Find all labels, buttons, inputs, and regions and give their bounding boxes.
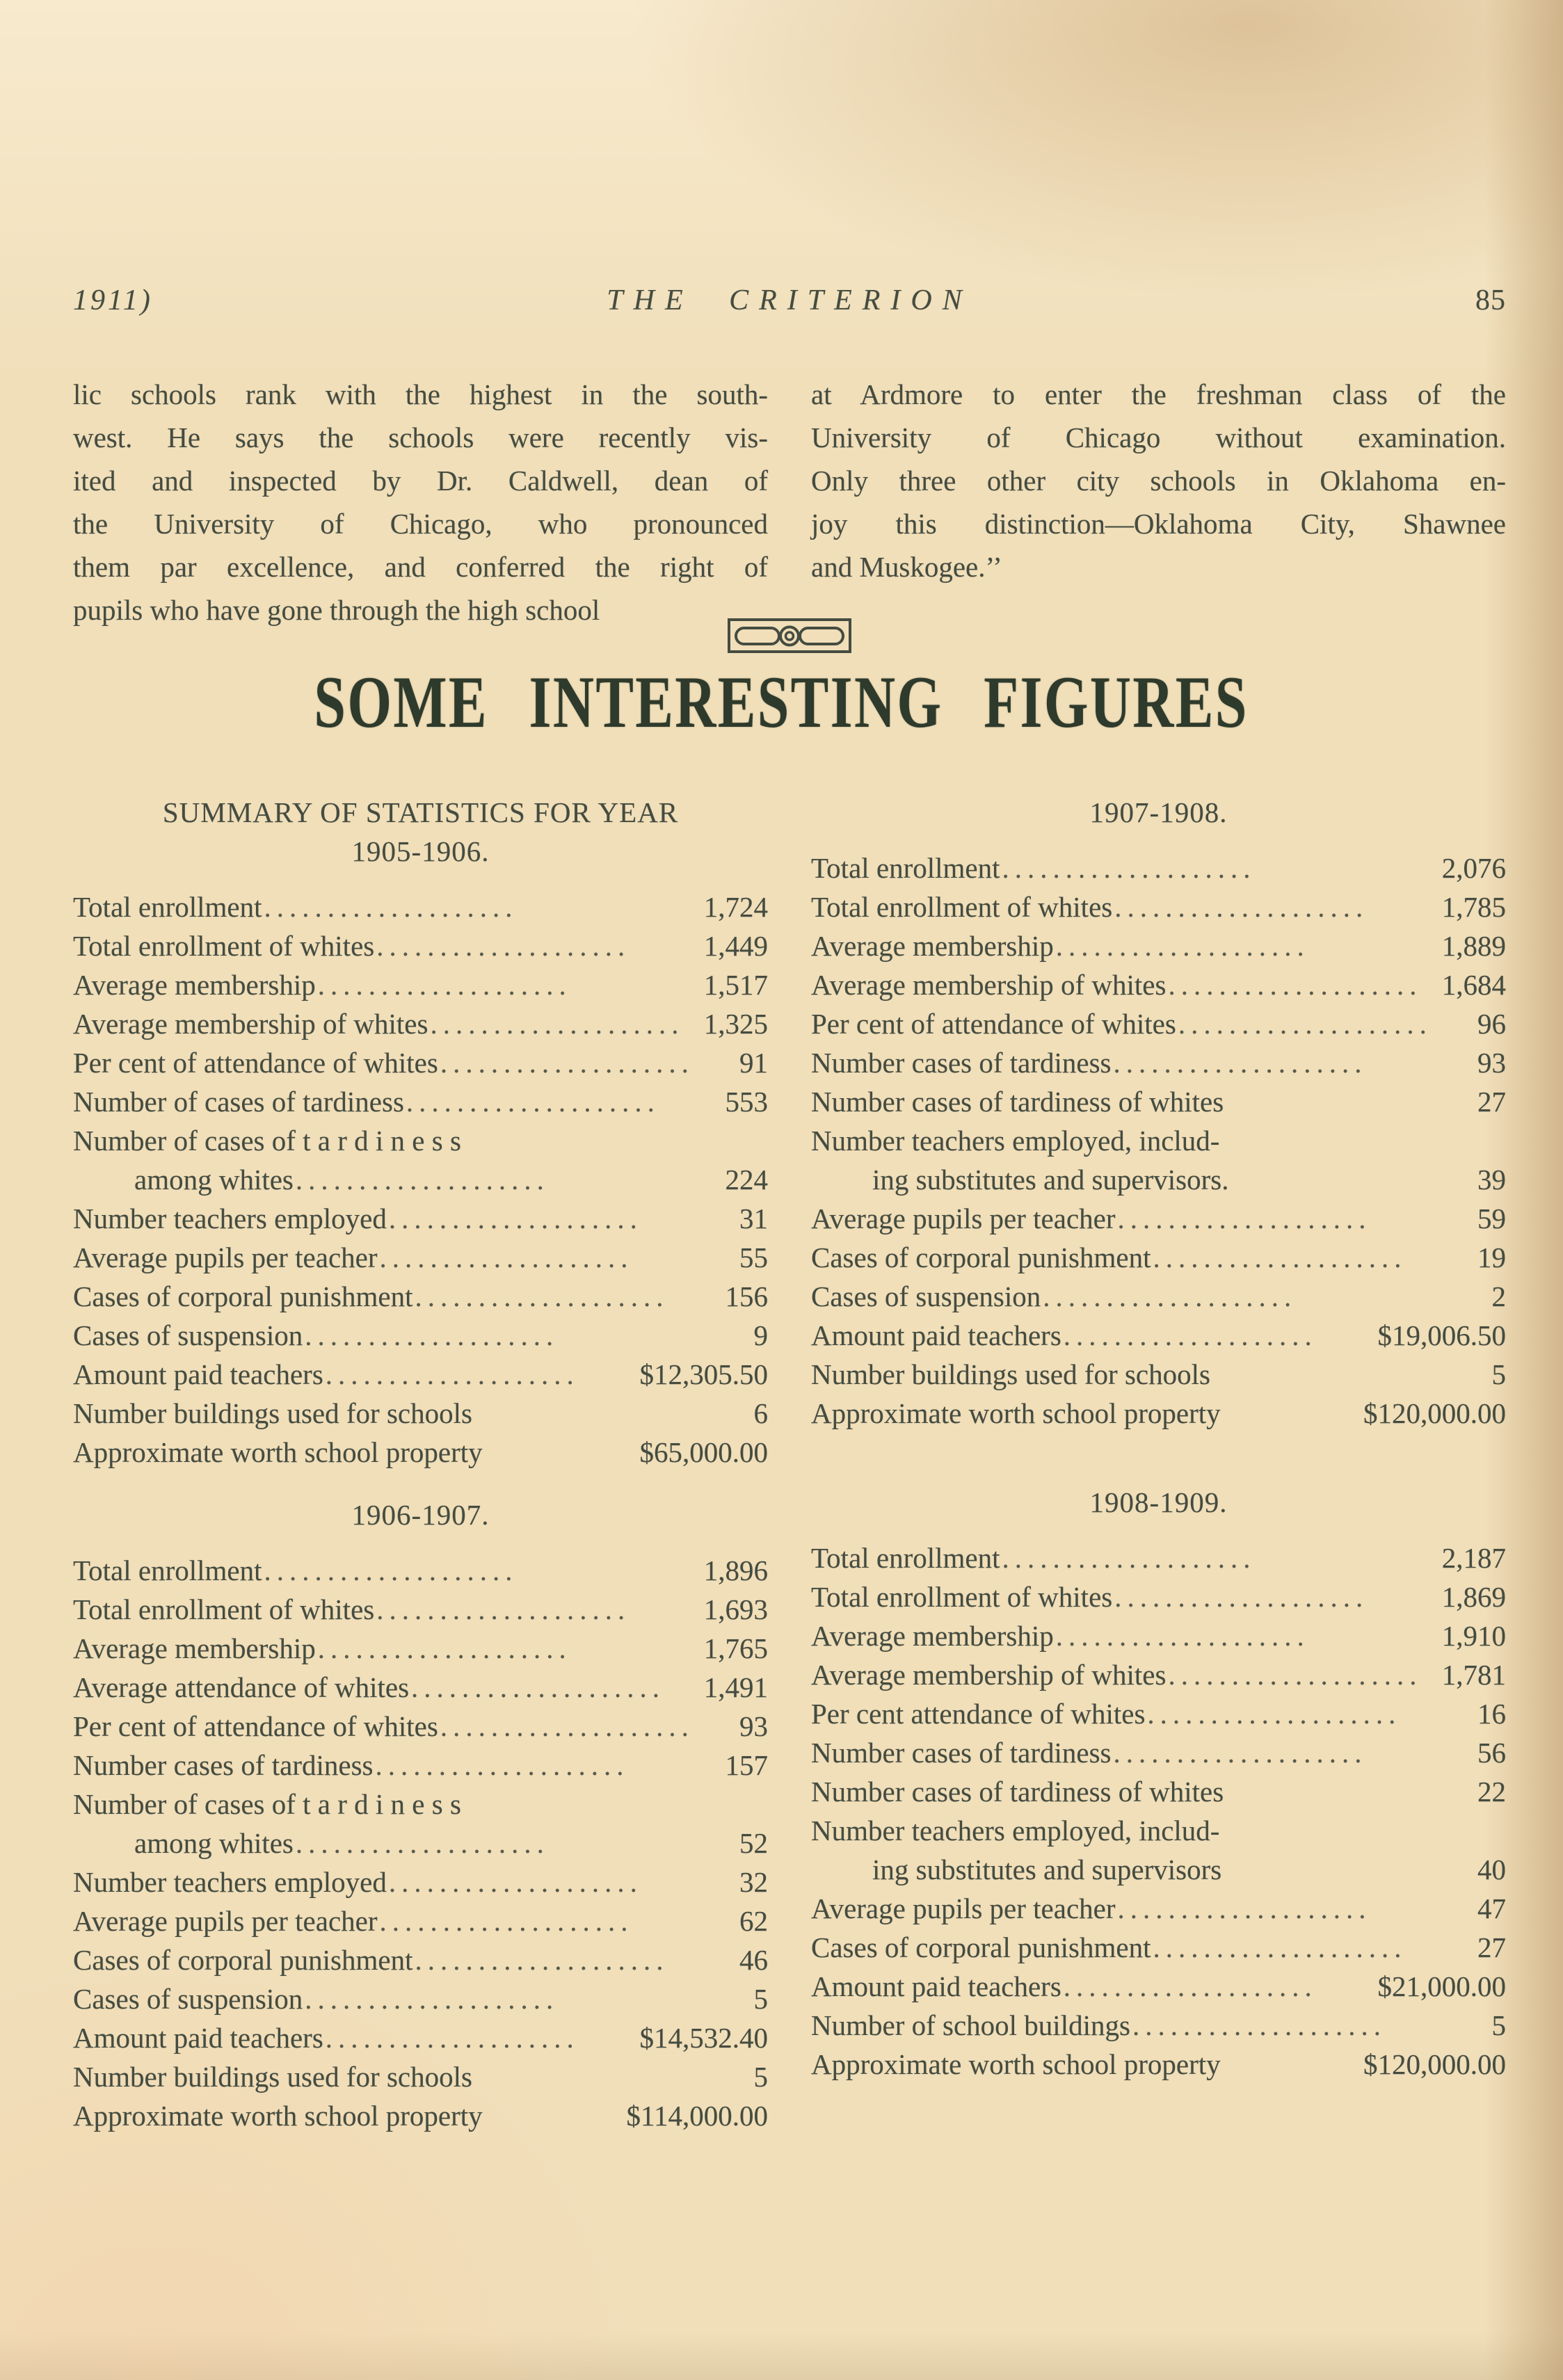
stat-label: Cases of suspension [73, 1319, 303, 1351]
dot-leader: .................... [1147, 1698, 1402, 1730]
intro-line: Only three other city schools in Oklahoma en- [811, 465, 1506, 497]
section-header [73, 1495, 768, 1534]
stat-value: 1,896 [703, 1554, 768, 1586]
statistics-area [73, 793, 1506, 2156]
stat-row [73, 2057, 768, 2096]
dot-leader: .................... [1055, 1620, 1310, 1652]
stat-row [73, 1940, 768, 1979]
stat-row [811, 1694, 1506, 1733]
stat-label: Approximate worth school property [73, 2100, 483, 2132]
dot-leader: .................... [430, 1008, 684, 1040]
stat-label: Average attendance of whites [73, 1671, 410, 1703]
stat-label: Number teachers employed, includ- [811, 1125, 1220, 1157]
stat-row [811, 1655, 1506, 1694]
stat-row [73, 1277, 768, 1316]
stat-row [811, 1199, 1506, 1238]
section-header-line: SUMMARY OF STATISTICS FOR YEAR [162, 796, 679, 828]
stat-label: Average membership [811, 1620, 1054, 1652]
stat-label: Amount paid teachers [811, 1319, 1061, 1351]
stat-value: 553 [725, 1086, 768, 1118]
dot-leader: .................... [264, 891, 518, 923]
stat-label: Number of cases of tardiness [73, 1086, 404, 1118]
dot-leader: .................... [1153, 1241, 1407, 1273]
stat-row [811, 1616, 1506, 1655]
stats-column-right [811, 793, 1506, 2156]
stat-value: 2,076 [1441, 852, 1506, 884]
stat-value: 19 [1477, 1241, 1506, 1273]
stats-section [811, 793, 1506, 1433]
stat-value: 1,781 [1441, 1659, 1506, 1691]
stat-label: Total enrollment of whites [73, 1593, 375, 1625]
dot-leader: .................... [305, 1319, 559, 1351]
dot-leader: .................... [325, 1358, 579, 1390]
section-header-line: 1908-1909. [1089, 1486, 1228, 1518]
stat-label: ing substitutes and supervisors. [872, 1164, 1229, 1196]
stat-label: Per cent attendance of whites [811, 1698, 1146, 1730]
stat-row [73, 2018, 768, 2057]
dot-leader: .................... [406, 1086, 660, 1118]
stat-value: 1,684 [1441, 969, 1506, 1001]
stat-value: 39 [1477, 1164, 1506, 1196]
stat-label: Number cases of tardiness [811, 1047, 1112, 1079]
stat-value: 1,910 [1441, 1620, 1506, 1652]
stat-value: $14,532.40 [639, 2022, 768, 2054]
stat-label: Per cent of attendance of whites [811, 1008, 1176, 1040]
stat-value: $114,000.00 [626, 2100, 768, 2132]
stat-value: $120,000.00 [1363, 2048, 1506, 2080]
stat-row [73, 1316, 768, 1355]
stat-row [811, 1733, 1506, 1772]
stat-row [73, 1863, 768, 1901]
dot-leader: .................... [317, 969, 572, 1001]
stat-value: 1,449 [703, 930, 768, 962]
stat-label: Cases of corporal punishment [811, 1931, 1151, 1963]
stat-value: 1,693 [703, 1593, 768, 1625]
stat-label: Approximate worth school property [73, 1436, 483, 1468]
intro-line: pupils who have gone through the high school [73, 594, 600, 626]
page-number: 85 [1475, 284, 1506, 316]
intro-line: University of Chicago without examination. [811, 421, 1506, 453]
intro-line: lic schools rank with the highest in the south- [73, 378, 768, 410]
stat-value: 52 [739, 1827, 768, 1859]
stat-label: Total enrollment of whites [811, 1581, 1113, 1613]
article-title-text: SOME INTERESTING FIGURES [314, 661, 1249, 743]
stat-row [73, 1004, 768, 1043]
dot-leader: .................... [1114, 1581, 1369, 1613]
stat-label: Number cases of tardiness of whites [811, 1776, 1224, 1808]
stat-label: Cases of suspension [73, 1983, 303, 2015]
stat-row [73, 1668, 768, 1707]
stat-value: 40 [1477, 1854, 1506, 1885]
stat-value: 55 [739, 1241, 768, 1273]
stat-row [811, 849, 1506, 887]
dot-leader: .................... [1055, 930, 1310, 962]
dot-leader: .................... [1002, 852, 1256, 884]
dot-leader: .................... [440, 1710, 694, 1742]
intro-column-right [811, 373, 1506, 632]
stat-row [73, 1901, 768, 1940]
stat-row [73, 887, 768, 926]
stat-row [811, 926, 1506, 965]
stat-value: 157 [725, 1749, 768, 1781]
stat-label: Number teachers employed, includ- [811, 1815, 1220, 1847]
dot-leader: .................... [379, 1241, 634, 1273]
stat-row [73, 926, 768, 965]
stat-label: Approximate worth school property [811, 2048, 1221, 2080]
stat-label: ing substitutes and supervisors [872, 1854, 1222, 1885]
stat-label: Total enrollment [73, 891, 262, 923]
stat-value: 93 [1477, 1047, 1506, 1079]
stat-value: 59 [1477, 1203, 1506, 1235]
dot-leader: .................... [415, 1280, 669, 1312]
stat-row [811, 1043, 1506, 1082]
stat-label: Number teachers employed [73, 1866, 387, 1898]
stat-row [73, 1394, 768, 1433]
dot-leader: .................... [1117, 1892, 1372, 1924]
stat-value: 31 [739, 1203, 768, 1235]
stat-row [811, 2006, 1506, 2045]
stat-row [811, 1928, 1506, 1967]
stat-row [811, 1004, 1506, 1043]
stat-value: 1,724 [703, 891, 768, 923]
stats-section [73, 1495, 768, 2135]
stat-row [73, 1746, 768, 1785]
stat-row [73, 1238, 768, 1277]
stat-label: Number cases of tardiness [811, 1737, 1112, 1769]
dot-leader: .................... [295, 1164, 550, 1196]
stat-row [811, 1238, 1506, 1277]
stat-row [811, 1967, 1506, 2006]
stat-label: Average pupils per teacher [73, 1905, 378, 1937]
stat-row [811, 1121, 1506, 1160]
stat-value: 1,491 [703, 1671, 768, 1703]
stat-row [811, 1316, 1506, 1355]
stat-label: Number buildings used for schools [73, 1397, 472, 1429]
stats-section [811, 1483, 1506, 2084]
stat-value: $12,305.50 [639, 1358, 768, 1390]
stat-label: Amount paid teachers [73, 2022, 323, 2054]
article-title [0, 659, 1563, 743]
section-header-line: 1905-1906. [351, 835, 490, 867]
dot-leader: .................... [1063, 1319, 1317, 1351]
stats-section [73, 793, 768, 1472]
stat-label: Average pupils per teacher [811, 1203, 1116, 1235]
stat-label: Total enrollment [811, 852, 1000, 884]
stat-value: 9 [753, 1319, 768, 1351]
stat-row [73, 1590, 768, 1629]
stat-value: 2,187 [1441, 1542, 1506, 1574]
stat-label: Average membership of whites [811, 969, 1167, 1001]
stat-label: Cases of corporal punishment [73, 1944, 413, 1976]
stat-label: Cases of corporal punishment [73, 1280, 413, 1312]
stat-row [811, 1889, 1506, 1928]
journal-title: THE CRITERION [607, 284, 972, 316]
intro-line: joy this distinction—Oklahoma City, Shawnee [811, 508, 1506, 540]
stat-label: Cases of corporal punishment [811, 1241, 1151, 1273]
dot-leader: .................... [1114, 891, 1369, 923]
dot-leader: .................... [376, 1593, 631, 1625]
stat-value: 5 [753, 2061, 768, 2093]
dot-leader: .................... [1117, 1203, 1372, 1235]
stat-label: Total enrollment [811, 1542, 1000, 1574]
stat-value: 2 [1491, 1280, 1506, 1312]
stat-value: 156 [725, 1280, 768, 1312]
section-header [811, 793, 1506, 832]
dot-leader: .................... [1002, 1542, 1256, 1574]
dot-leader: .................... [411, 1671, 666, 1703]
stat-label: Number teachers employed [73, 1203, 387, 1235]
dot-leader: .................... [1063, 1970, 1317, 2002]
dot-leader: .................... [1168, 1659, 1422, 1691]
stat-row [73, 1979, 768, 2018]
intro-text [73, 373, 1506, 632]
section-header-line: 1907-1908. [1089, 796, 1228, 828]
stat-row [811, 1850, 1506, 1889]
stat-label: Number of cases of t a r d i n e s s [73, 1125, 461, 1157]
stat-label: Amount paid teachers [811, 1970, 1061, 2002]
section-divider [73, 616, 1506, 655]
stat-label: Number of school buildings [811, 2009, 1130, 2041]
stat-label: Total enrollment of whites [811, 891, 1113, 923]
dot-leader: .................... [440, 1047, 694, 1079]
dot-leader: .................... [1168, 969, 1422, 1001]
dot-leader: .................... [317, 1632, 572, 1664]
stat-row [811, 1394, 1506, 1433]
running-head [73, 284, 1506, 317]
intro-line: ited and inspected by Dr. Caldwell, dean of [73, 465, 768, 497]
stat-row [73, 1551, 768, 1590]
intro-line: west. He says the schools were recently vis- [73, 421, 768, 453]
stat-value: 5 [1491, 1358, 1506, 1390]
stat-label: Average membership of whites [811, 1659, 1167, 1691]
stat-label: Amount paid teachers [73, 1358, 323, 1390]
stat-row [811, 1160, 1506, 1199]
stat-value: 16 [1477, 1698, 1506, 1730]
dot-leader: .................... [376, 930, 631, 962]
stat-value: 224 [725, 1164, 768, 1196]
dot-leader: .................... [375, 1749, 630, 1781]
stat-value: 22 [1477, 1776, 1506, 1808]
stat-value: 32 [739, 1866, 768, 1898]
stat-row [811, 1811, 1506, 1850]
stat-label: Average membership [73, 969, 316, 1001]
stats-column-left [73, 793, 768, 2156]
dot-leader: .................... [1178, 1008, 1432, 1040]
stat-value: 1,325 [703, 1008, 768, 1040]
dot-leader: .................... [1153, 1931, 1407, 1963]
stat-row [73, 965, 768, 1004]
stat-label: among whites [134, 1827, 294, 1859]
dot-leader: .................... [1113, 1047, 1368, 1079]
stat-label: Approximate worth school property [811, 1397, 1221, 1429]
intro-line: and Muskogee.’’ [811, 551, 1002, 583]
stat-row [811, 1538, 1506, 1577]
stat-value: 91 [739, 1047, 768, 1079]
stat-label: Total enrollment of whites [73, 930, 375, 962]
dot-leader: .................... [264, 1554, 518, 1586]
stat-label: Number buildings used for schools [73, 2061, 472, 2093]
stat-value: 1,785 [1441, 891, 1506, 923]
stat-label: among whites [134, 1164, 294, 1196]
stat-value: 27 [1477, 1931, 1506, 1963]
stat-label: Number buildings used for schools [811, 1358, 1210, 1390]
stat-row [811, 1355, 1506, 1394]
dot-leader: .................... [305, 1983, 559, 2015]
intro-column-left [73, 373, 768, 632]
stat-value: $21,000.00 [1377, 1970, 1506, 2002]
stat-label: Average pupils per teacher [811, 1892, 1116, 1924]
stat-value: 93 [739, 1710, 768, 1742]
stat-value: 46 [739, 1944, 768, 1976]
stat-value: 47 [1477, 1892, 1506, 1924]
stat-row [73, 1082, 768, 1121]
section-header-line: 1906-1907. [351, 1499, 490, 1531]
dot-leader: .................... [415, 1944, 669, 1976]
stat-row [811, 1772, 1506, 1811]
stat-row [73, 1160, 768, 1199]
stat-value: 1,889 [1441, 930, 1506, 962]
section-header [811, 1483, 1506, 1522]
stat-label: Average membership of whites [73, 1008, 428, 1040]
stat-value: 27 [1477, 1086, 1506, 1118]
stat-row [811, 1277, 1506, 1316]
stat-value: 5 [1491, 2009, 1506, 2041]
stat-row [73, 1121, 768, 1160]
stat-label: Number of cases of t a r d i n e s s [73, 1788, 461, 1820]
stat-row [811, 965, 1506, 1004]
intro-line: them par excellence, and conferred the right of [73, 551, 768, 583]
stat-label: Number cases of tardiness of whites [811, 1086, 1224, 1118]
stat-row [73, 1199, 768, 1238]
stat-value: $120,000.00 [1363, 1397, 1506, 1429]
stat-row [73, 1707, 768, 1746]
stat-value: 5 [753, 1983, 768, 2015]
stat-value: 62 [739, 1905, 768, 1937]
stat-row [73, 1629, 768, 1668]
stat-value: 1,517 [703, 969, 768, 1001]
stat-value: $65,000.00 [639, 1436, 768, 1468]
stat-label: Per cent of attendance of whites [73, 1047, 438, 1079]
stat-row [811, 1082, 1506, 1121]
dot-leader: .................... [379, 1905, 634, 1937]
stat-row [73, 1355, 768, 1394]
stat-row [73, 2096, 768, 2135]
stat-row [73, 1043, 768, 1082]
dot-leader: .................... [295, 1827, 550, 1859]
dot-leader: .................... [325, 2022, 579, 2054]
stat-label: Per cent of attendance of whites [73, 1710, 438, 1742]
intro-line: the University of Chicago, who pronounced [73, 508, 768, 540]
stat-label: Average membership [73, 1632, 316, 1664]
stat-label: Total enrollment [73, 1554, 262, 1586]
stat-label: Cases of suspension [811, 1280, 1041, 1312]
stat-value: 56 [1477, 1737, 1506, 1769]
divider-ornament-icon [727, 616, 852, 655]
stat-label: Average membership [811, 930, 1054, 962]
stat-row [73, 1824, 768, 1863]
stat-value: 1,869 [1441, 1581, 1506, 1613]
stat-row [73, 1433, 768, 1472]
stat-label: Number cases of tardiness [73, 1749, 374, 1781]
stat-row [811, 887, 1506, 926]
stat-row [73, 1785, 768, 1824]
stat-value: 6 [753, 1397, 768, 1429]
stat-row [811, 1577, 1506, 1616]
stat-value: 1,765 [703, 1632, 768, 1664]
dot-leader: .................... [388, 1203, 643, 1235]
stat-value: 96 [1477, 1008, 1506, 1040]
dot-leader: .................... [388, 1866, 643, 1898]
stat-row [811, 2045, 1506, 2084]
dot-leader: .................... [1043, 1280, 1297, 1312]
issue-year: 1911) [73, 284, 153, 316]
stat-label: Average pupils per teacher [73, 1241, 378, 1273]
stat-value: $19,006.50 [1377, 1319, 1506, 1351]
dot-leader: .................... [1113, 1737, 1368, 1769]
intro-line: at Ardmore to enter the freshman class of the [811, 378, 1506, 410]
dot-leader: .................... [1132, 2009, 1386, 2041]
section-header [73, 793, 768, 871]
